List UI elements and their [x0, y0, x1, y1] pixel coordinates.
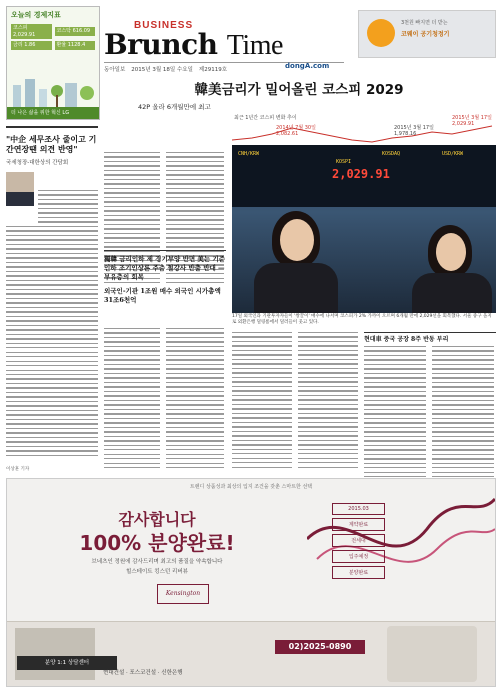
kospi-chart-strip — [104, 108, 496, 148]
strip-label: 최근 1년간 코스피 변화 추이 — [234, 115, 297, 121]
ad-stamps — [332, 503, 482, 582]
air-purifier-icon — [367, 19, 395, 47]
ad-brand-logo: Kensington — [157, 584, 209, 604]
article-text-block — [364, 346, 426, 481]
weather-item: 코스닥 616.09 — [55, 27, 96, 36]
stock-board — [232, 145, 496, 207]
person-jacket — [412, 273, 492, 313]
ad-subtext-1: 브네츠인 정원에 감사드리며 최고의 품질을 약속합니다 — [91, 559, 223, 565]
city-skyline-illustration — [7, 71, 99, 107]
ad-phone-number[interactable]: 02)2025-0890 — [275, 640, 365, 654]
ad-map-image — [15, 628, 95, 680]
ad-stamp: 전세대 — [332, 534, 385, 547]
left-text-block — [6, 226, 98, 459]
publisher-name: 동아일보 — [104, 67, 126, 73]
main-subhead: 42P 올라 6개월만에 최고 — [138, 103, 211, 111]
article-text-block — [298, 332, 358, 471]
ad-stamp: 입주예정 — [332, 550, 385, 563]
issue-date: 2015년 3월 18일 수요일 — [131, 67, 193, 73]
left-byline: 이상훈 기자 — [6, 467, 30, 472]
ad-consult-box: 분양 1:1 상담센터 — [17, 656, 117, 670]
masthead-brunch: Brunch — [104, 28, 218, 61]
ad-info-bar — [7, 621, 495, 686]
masthead-time: Time — [226, 30, 283, 61]
left-subtitle: 국세청장-대한상의 간담회 — [6, 159, 69, 166]
strip-value-2: 2015년 3월 17일 2,029.91 — [452, 115, 492, 127]
ad-sponsors: 현대건설 · 포스코건설 · 신한은행 — [103, 670, 183, 676]
board-ticker: USD/KRW — [442, 151, 464, 157]
strip-value-3: 2015년 3월 17일 1,978.16 — [394, 125, 434, 137]
ad-stamp: 분양완료 — [332, 566, 385, 579]
board-kospi-label: KOSPI — [336, 159, 352, 165]
article-text-block — [232, 332, 292, 471]
domain-link[interactable]: dongA.com — [285, 62, 330, 70]
weather-title: 오늘의 경제지표 — [11, 11, 61, 19]
board-ticker: CNH/KRW — [238, 151, 260, 157]
board-kospi-value: 2,029.91 — [332, 167, 390, 181]
person-jacket — [254, 263, 338, 313]
weather-item: 코스피 2,029.91 — [11, 24, 52, 39]
ad-top-text: 트렌디 상품성과 최상의 입지 조건을 갖춘 스마트한 선택 — [189, 484, 313, 490]
right-story-headline: 현대車 중국 공장 8주 반동 부리 — [364, 336, 449, 343]
article-text-block — [432, 346, 494, 481]
weather-box — [6, 6, 100, 120]
gift-box-icon — [387, 626, 477, 682]
article-text-block — [166, 328, 224, 472]
official-portrait — [6, 172, 34, 206]
top-advertisement[interactable] — [358, 10, 496, 58]
board-ticker: KOSDAQ — [382, 151, 401, 157]
issue-number: 제29119호 — [198, 67, 228, 73]
ad-subtext-2: 힐스테이트 킹스턴 리버뷰 — [126, 569, 188, 575]
top-ad-line2: 코웨이 공기청정기 — [401, 31, 450, 38]
masthead-logo — [104, 28, 283, 62]
dealing-room-photo — [232, 145, 496, 313]
strip-value-1: 2014년 7월 30일 2,082.61 — [276, 125, 316, 137]
weather-item: 환율 1128.4 — [55, 41, 96, 50]
photo-caption: 17일 외국인과 기관투자자들이 '쌍끌이' 매수에 나서며 코스피가 2% 가까이 오르며 6개월 만에 2,029선을 회복했다. 서울 중구 을지로 외환은행 딜링룸에서 딜러들이 웃고 있다. — [232, 314, 492, 325]
boxed-story — [104, 250, 226, 305]
box-headline: 獨韓 금리인하 제 경기부양 반면 美는 기준 인하 조기인상론 주춤 철강사 반출 반대 — 부유층의 회복 — [104, 255, 225, 281]
top-ad-line1: 3천원 빠지면 더 받는 — [401, 20, 448, 26]
left-text-block — [38, 190, 98, 226]
person-face — [280, 219, 314, 261]
main-headline: 韓美금리가 밀어올린 코스피 2029 — [194, 82, 404, 98]
ad-stamp: 계약완료 — [332, 518, 385, 531]
person-face — [436, 233, 466, 271]
masthead-business: BUSINESS — [134, 20, 194, 31]
box-subheadline: 외국인-기관 1조원 매수 외국인 시가총액 31조6천억 — [104, 287, 221, 305]
lg-tagline: 더 나은 삶을 위한 혁신 LG — [7, 107, 99, 119]
ad-headline-soldout: 100% 분양완료! — [79, 531, 235, 555]
right-story — [364, 332, 496, 344]
left-headline: "中企 세무조사 줄이고 기간연장땐 의견 반영" — [6, 134, 97, 155]
article-text-block — [104, 328, 160, 472]
weather-item: 금리 1.86 — [11, 41, 52, 50]
bottom-advertisement[interactable] — [6, 478, 496, 687]
ad-stamp: 2015.03 — [332, 503, 385, 515]
ad-headline-thanks: 감사합니다 — [118, 510, 196, 529]
